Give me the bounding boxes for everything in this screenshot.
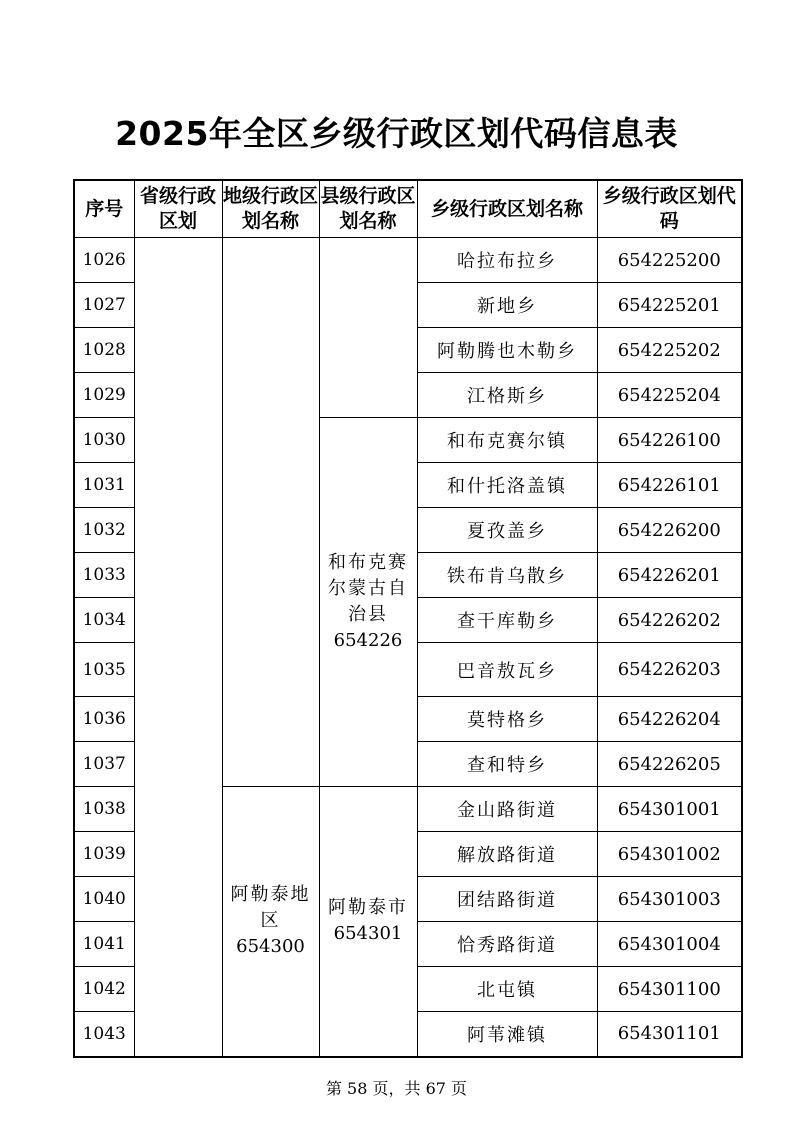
township-code-cell: 654225204	[597, 373, 742, 418]
township-code-cell: 654301001	[597, 787, 742, 832]
township-code-cell: 654226205	[597, 742, 742, 787]
county-code: 654301	[333, 923, 403, 945]
county-name-line: 尔蒙古自	[328, 578, 408, 599]
header-township-code: 乡级行政区划代码	[597, 180, 742, 238]
township-code-cell: 654226203	[597, 643, 742, 697]
county-code: 654226	[333, 630, 403, 651]
township-name-cell: 巴音敖瓦乡	[417, 643, 597, 697]
township-code-cell: 654301003	[597, 877, 742, 922]
township-name-cell: 江格斯乡	[417, 373, 597, 418]
seq-cell: 1026	[74, 238, 134, 283]
table-row	[74, 238, 742, 283]
township-name-cell: 北屯镇	[417, 967, 597, 1012]
township-code-cell: 654301100	[597, 967, 742, 1012]
county-cell-altay-city	[319, 787, 417, 1057]
seq-cell: 1038	[74, 787, 134, 832]
township-code-cell: 654226204	[597, 697, 742, 742]
township-name-cell: 铁布肯乌散乡	[417, 553, 597, 598]
township-code-cell: 654226200	[597, 508, 742, 553]
township-name-cell: 哈拉布拉乡	[417, 238, 597, 283]
province-cell	[134, 238, 222, 1057]
township-name-cell: 阿苇滩镇	[417, 1012, 597, 1057]
township-name-cell: 查干库勒乡	[417, 598, 597, 643]
township-name-cell: 莫特格乡	[417, 697, 597, 742]
county-cell-0	[319, 238, 417, 418]
header-county: 县级行政区划名称	[319, 180, 417, 238]
prefecture-cell-1	[222, 238, 319, 787]
township-name-cell: 查和特乡	[417, 742, 597, 787]
township-name-cell: 解放路街道	[417, 832, 597, 877]
township-name-cell: 阿勒腾也木勒乡	[417, 328, 597, 373]
seq-cell: 1034	[74, 598, 134, 643]
prefecture-code: 654300	[236, 936, 305, 958]
township-table	[73, 179, 743, 1058]
seq-cell: 1029	[74, 373, 134, 418]
seq-cell: 1039	[74, 832, 134, 877]
township-code-cell: 654225200	[597, 238, 742, 283]
seq-cell: 1031	[74, 463, 134, 508]
seq-cell: 1041	[74, 922, 134, 967]
seq-cell: 1043	[74, 1012, 134, 1057]
township-code-cell: 654226101	[597, 463, 742, 508]
page-title: 2025年全区乡级行政区划代码信息表	[115, 114, 678, 153]
seq-cell: 1040	[74, 877, 134, 922]
prefecture-name-line: 阿勒泰地	[230, 884, 311, 906]
township-code-cell: 654225202	[597, 328, 742, 373]
township-code-cell: 654226201	[597, 553, 742, 598]
seq-cell: 1032	[74, 508, 134, 553]
township-name-cell: 和什托洛盖镇	[417, 463, 597, 508]
header-row	[74, 180, 742, 238]
seq-cell: 1033	[74, 553, 134, 598]
county-name-line: 和布克赛	[328, 552, 408, 573]
township-code-cell: 654301101	[597, 1012, 742, 1057]
seq-cell: 1028	[74, 328, 134, 373]
header-township-name: 乡级行政区划名称	[417, 180, 597, 238]
township-code-cell: 654301002	[597, 832, 742, 877]
county-name-line: 阿勒泰市	[328, 897, 408, 919]
township-code-cell: 654226100	[597, 418, 742, 463]
seq-cell: 1036	[74, 697, 134, 742]
township-name-cell: 夏孜盖乡	[417, 508, 597, 553]
seq-cell: 1042	[74, 967, 134, 1012]
county-cell-hoboksar	[319, 418, 417, 787]
township-name-cell: 恰秀路街道	[417, 922, 597, 967]
township-code-cell: 654225201	[597, 283, 742, 328]
township-name-cell: 团结路街道	[417, 877, 597, 922]
header-seq: 序号	[74, 180, 134, 238]
header-prefecture: 地级行政区划名称	[222, 180, 319, 238]
header-province: 省级行政区划	[134, 180, 222, 238]
township-name-cell: 金山路街道	[417, 787, 597, 832]
prefecture-name-line: 区	[260, 910, 281, 932]
seq-cell: 1030	[74, 418, 134, 463]
township-name-cell: 和布克赛尔镇	[417, 418, 597, 463]
seq-cell: 1027	[74, 283, 134, 328]
prefecture-cell-altay	[222, 787, 319, 1057]
seq-cell: 1037	[74, 742, 134, 787]
county-name-line: 治县	[348, 604, 388, 625]
page-footer: 第 58 页，共 67 页	[325, 1079, 468, 1098]
township-name-cell: 新地乡	[417, 283, 597, 328]
township-code-cell: 654226202	[597, 598, 742, 643]
seq-cell: 1035	[74, 643, 134, 697]
township-code-cell: 654301004	[597, 922, 742, 967]
